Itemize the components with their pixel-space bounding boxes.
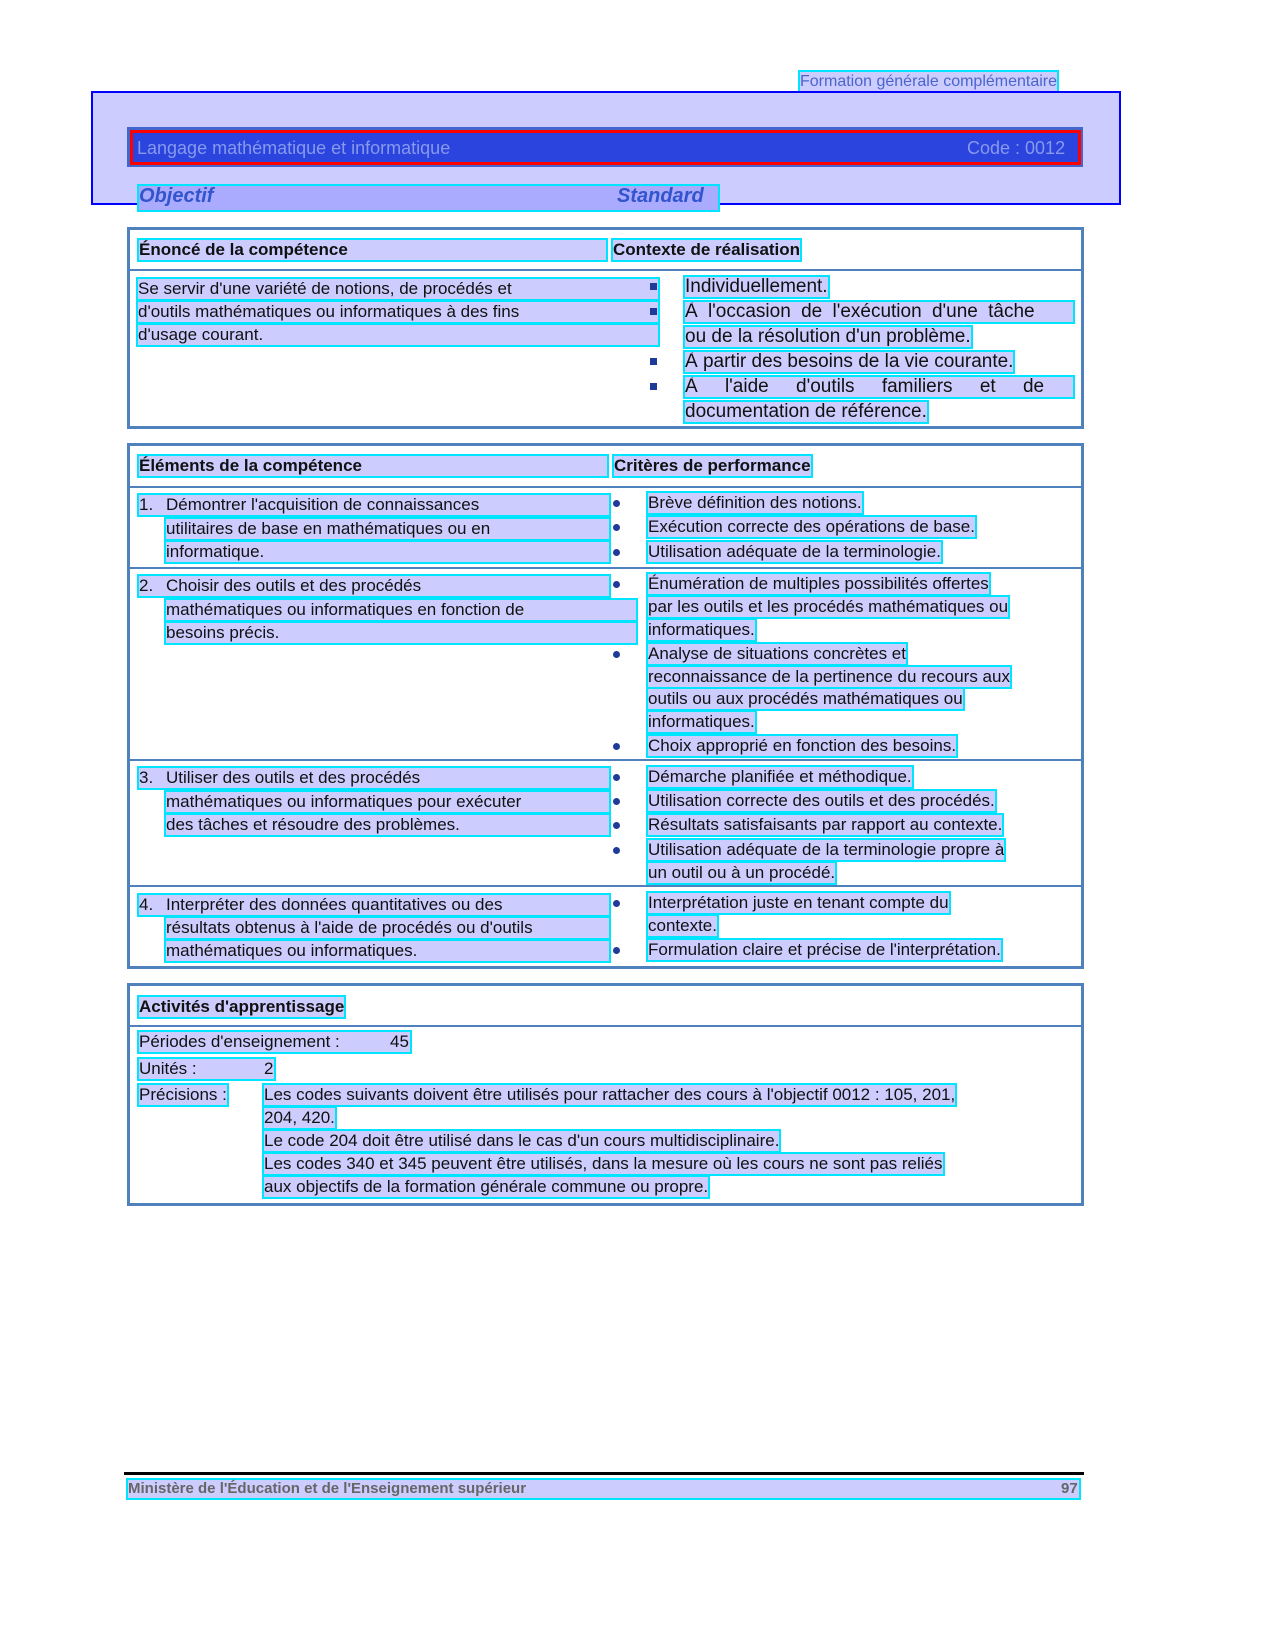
objective-label: Objectif: [139, 185, 214, 207]
standard-label: Standard: [617, 185, 704, 207]
bullet-icon: [613, 947, 620, 954]
bullet-icon: [613, 822, 620, 829]
context-item: ou de la résolution d'un problème.: [685, 326, 971, 347]
precision-line: 204, 420.: [264, 1108, 335, 1127]
bullet-icon: [613, 581, 620, 588]
context-item: documentation de référence.: [685, 401, 927, 422]
statement-line: Se servir d'une variété de notions, de procédés et: [138, 279, 658, 299]
course-title: Langage mathématique et informatique: [137, 138, 451, 158]
precisions-label: Précisions :: [139, 1085, 227, 1104]
bullet-square-icon: [650, 283, 657, 290]
footer-rule: [124, 1472, 1084, 1475]
statement-line: d'usage courant.: [138, 325, 658, 345]
page-number: 97: [1061, 1480, 1078, 1497]
statement-heading: Énoncé de la compétence: [139, 240, 606, 260]
footer-ministry: Ministère de l'Éducation et de l'Enseignement supérieur: [128, 1480, 527, 1497]
precision-line: Le code 204 doit être utilisé dans le cas d'un cours multidisciplinaire.: [264, 1131, 780, 1150]
context-heading: Contexte de réalisation: [613, 240, 801, 259]
document-page: Formation générale complémentaire Langage mathématique et informatique Code : 0012 Objectif Standard Énoncé de la compétence Contexte de réalisation Se servir d'une variété de notions, de procédés et d'outils mathématiques ou informatiques à des fins d'usage courant. Individuellement. À l'occasion de l'exécution d'une tâche ou de la résolution d'un problème. À partir des besoins de la vie courante. À l'aide d'outils familiers et de documentation de référence. Éléments de la compétence Critères de performance 1. Démontrer l'acquisition de connaissances utilitaires de base en mathématiques ou en informatique. Brève définition des notions. Exécution correcte des opérations de base. Utilisation adéquate de la terminologie. 2. Choisir des outils et des procédés mathématiques ou informatiques en fonction de besoins précis. Énumération de multiples possibilités offertes par les outils et les procédés mathématiques ou informatiques. Analyse de situations concrètes et reconnaissance de la pertinence du recours aux outils ou aux procédés mathématiques ou informatiques. Choix approprié en fonction des besoins. 3. Utiliser des outils et des procédés mathématiques ou informatiques pour exécuter des tâches et résoudre des problèmes. Démarche planifiée et méthodique. Utilisation correcte des outils et des procédés. Résultats satisfaisants par rapport au contexte. Utilisation adéquate de la terminologie propre à un outil ou à un procédé. 4. Interpréter des données quantitatives ou des résultats obtenus à l'aide de procédés ou d'outils mathématiques ou informatiques. Interprétation juste en tenant compte du contexte. Formulation claire et précise de l'interprétation. Activités d'apprentissage Périodes d'enseignement : 45 Unités : 2 Précisions : Les codes suivants doivent être utilisés pour rattacher des cours à l'objectif 0012 : 105, 201, 204, 420. Le code 204 doit être utilisé dans le cas d'un cours multidisciplinaire. Les codes 340 et 345 peuvent être utilisés, dans la mesure où les cours ne sont pas reliés aux objectifs de la formation générale commune ou propre. Ministère de l'Éducation et de l'Enseignement supérieur 97: [0, 0, 1275, 1651]
periods-value: 45: [390, 1032, 409, 1051]
bullet-icon: [613, 900, 620, 907]
context-item: À partir des besoins de la vie courante.: [685, 351, 1014, 372]
bullet-icon: [613, 524, 620, 531]
periods-label: Périodes d'enseignement :: [139, 1032, 410, 1052]
context-item: Individuellement.: [685, 276, 828, 297]
context-item: À l'aide d'outils familiers et de: [685, 377, 1073, 397]
context-item: À l'occasion de l'exécution d'une tâche: [685, 302, 1073, 322]
units-label: Unités :: [139, 1059, 274, 1079]
bullet-icon: [613, 798, 620, 805]
precision-line: aux objectifs de la formation générale commune ou propre.: [264, 1177, 709, 1196]
course-code: Code : 0012: [967, 138, 1066, 158]
bullet-square-icon: [650, 358, 657, 365]
bullet-icon: [613, 651, 620, 658]
running-title: Formation générale complémentaire: [800, 73, 1058, 90]
bullet-icon: [613, 549, 620, 556]
bullet-icon: [613, 774, 620, 781]
statement-line: d'outils mathématiques ou informatiques à des fins: [138, 302, 658, 322]
criteria-heading: Critères de performance: [614, 456, 811, 475]
precision-line: Les codes suivants doivent être utilisés pour rattacher des cours à l'objectif 0012 : 105, 201,: [264, 1085, 956, 1104]
bullet-icon: [613, 743, 620, 750]
bullet-icon: [613, 847, 620, 854]
bullet-square-icon: [650, 383, 657, 390]
elements-heading: Éléments de la compétence: [139, 456, 607, 476]
bullet-square-icon: [650, 308, 657, 315]
precision-line: Les codes 340 et 345 peuvent être utilisés, dans la mesure où les cours ne sont pas reliés: [264, 1154, 943, 1173]
units-value: 2: [264, 1059, 274, 1078]
bullet-icon: [613, 500, 620, 507]
activities-heading: Activités d'apprentissage: [139, 997, 345, 1016]
